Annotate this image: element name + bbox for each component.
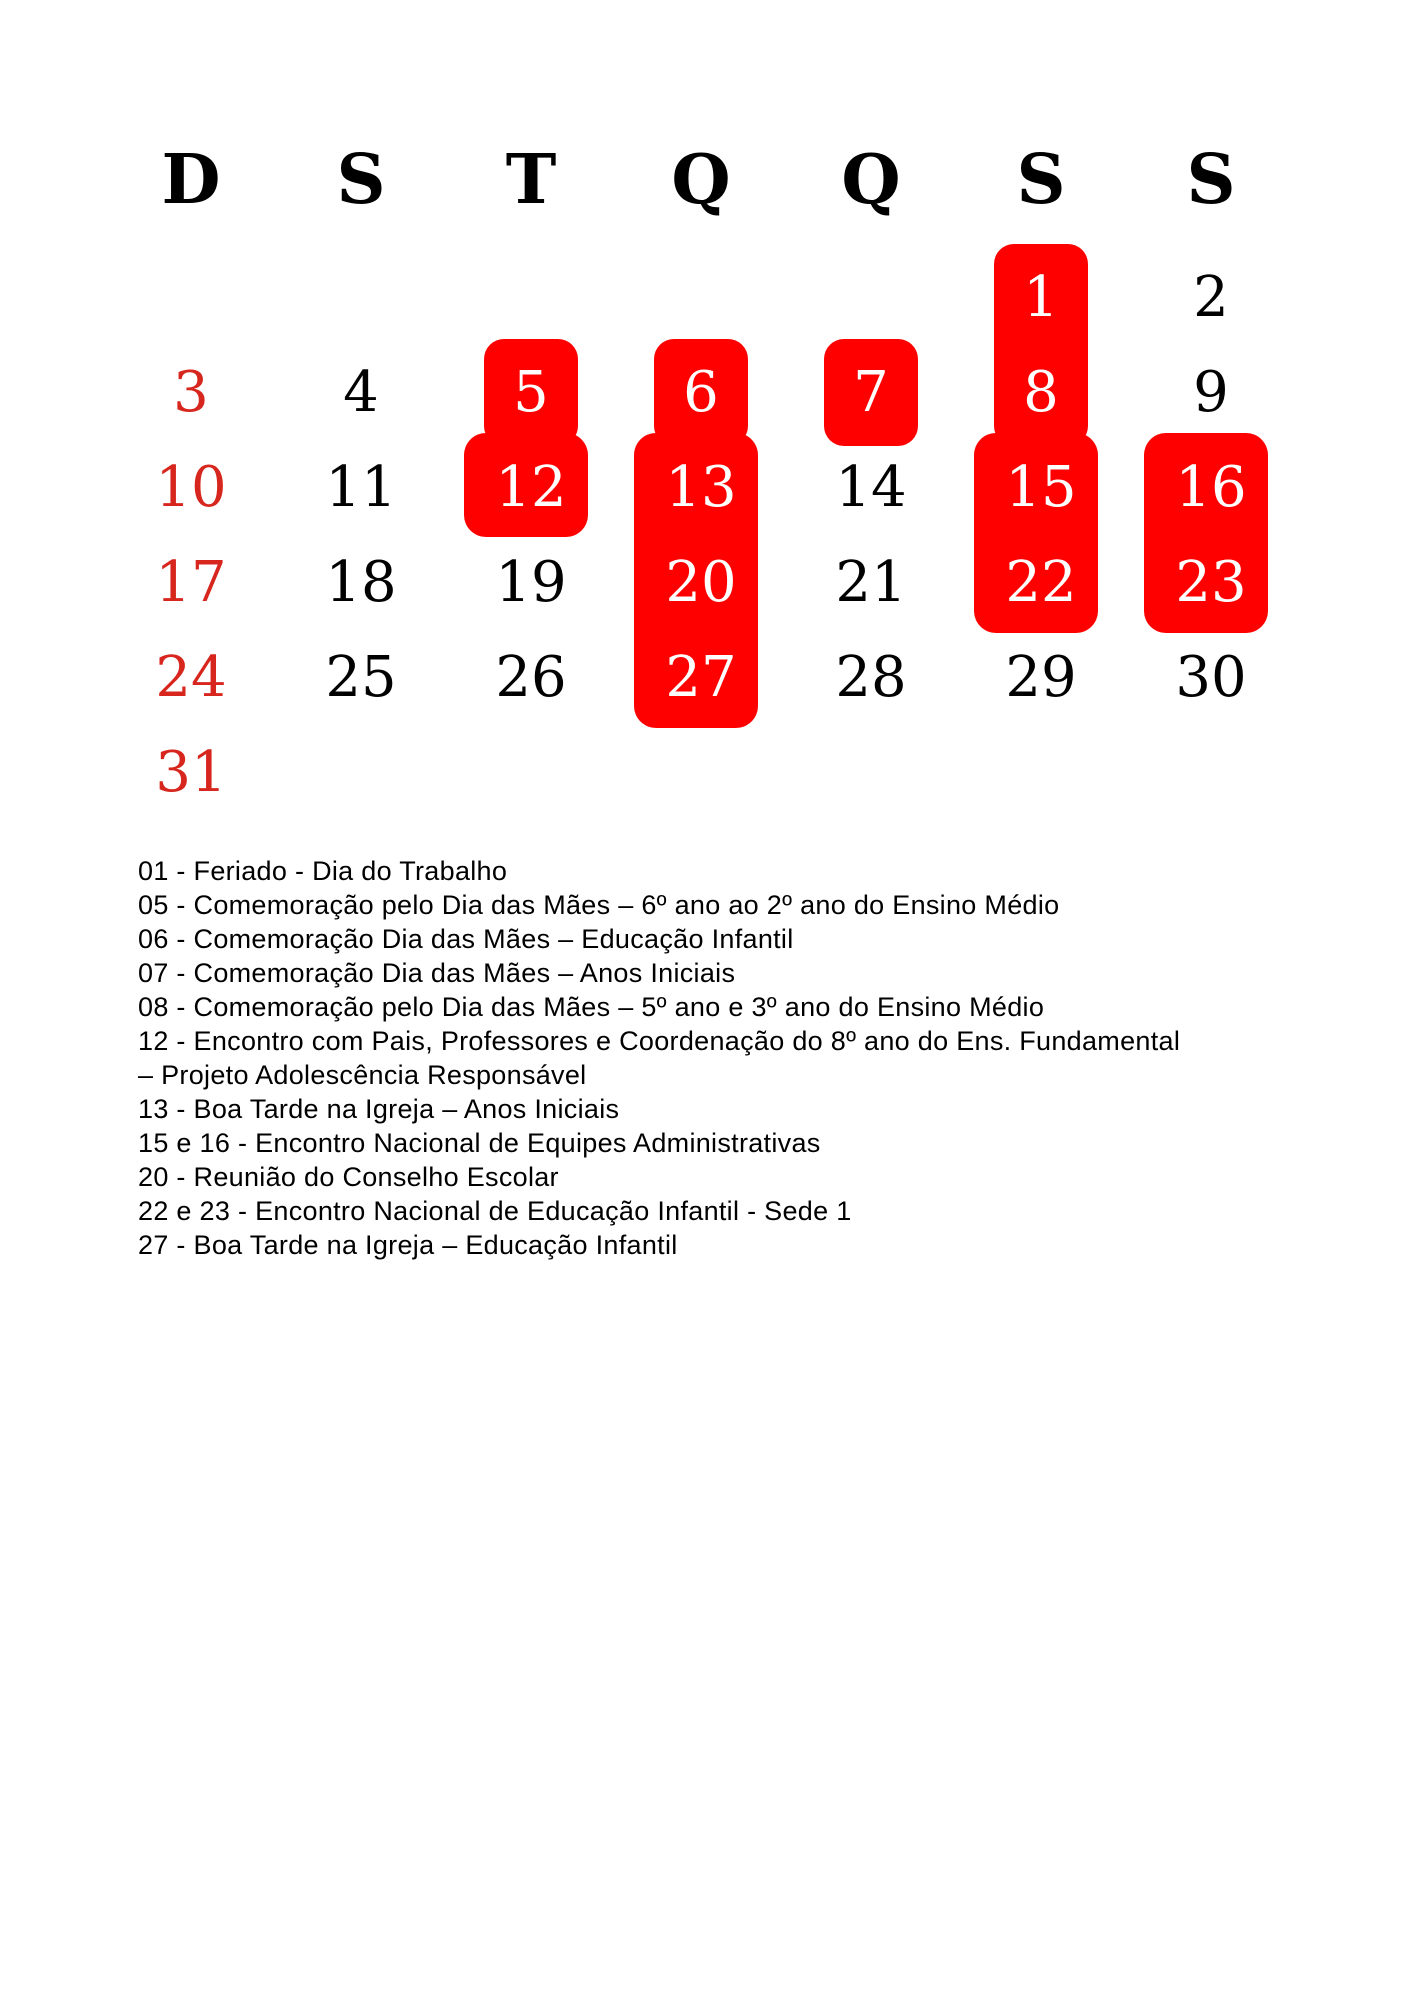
day-cell: 28 [835, 644, 907, 710]
day-cell: 3 [173, 359, 209, 425]
weekday-friday: S [1016, 140, 1066, 220]
legend-item: 08 - Comemoração pelo Dia das Mães – 5º ano e 3º ano do Ensino Médio [138, 992, 1045, 1022]
day-cell: 31 [155, 739, 227, 805]
day-cell: 20 [665, 549, 737, 615]
weekday-thursday: Q [841, 140, 901, 220]
day-cell: 11 [325, 454, 397, 520]
legend-item: 22 e 23 - Encontro Nacional de Educação Infantil - Sede 1 [138, 1196, 852, 1226]
weekday-monday: S [336, 140, 386, 220]
day-cell: 7 [853, 359, 889, 425]
day-cell: 26 [495, 644, 567, 710]
legend-item: 12 - Encontro com Pais, Professores e Coordenação do 8º ano do Ens. Fundamental [138, 1026, 1181, 1056]
legend-item: 07 - Comemoração Dia das Mães – Anos Iniciais [138, 958, 736, 988]
day-cell: 30 [1175, 644, 1247, 710]
day-cell: 23 [1175, 549, 1247, 615]
day-cell: 8 [1023, 359, 1059, 425]
day-cell: 14 [835, 454, 907, 520]
day-cell: 5 [513, 359, 549, 425]
legend-item: 06 - Comemoração Dia das Mães – Educação Infantil [138, 924, 794, 954]
weekday-tuesday: T [505, 140, 557, 220]
day-cell: 12 [495, 454, 567, 520]
day-cell: 2 [1193, 264, 1229, 330]
day-cell: 4 [343, 359, 379, 425]
legend-item: 05 - Comemoração pelo Dia das Mães – 6º ano ao 2º ano do Ensino Médio [138, 890, 1060, 920]
day-cell: 17 [155, 549, 227, 615]
day-cell: 16 [1175, 454, 1247, 520]
weekday-sunday: D [161, 140, 221, 220]
day-cell: 6 [683, 359, 719, 425]
legend-item: 13 - Boa Tarde na Igreja – Anos Iniciais [138, 1094, 620, 1124]
day-cell: 10 [155, 454, 227, 520]
day-cell: 25 [325, 644, 397, 710]
day-cell: 22 [1005, 549, 1077, 615]
legend-item: 27 - Boa Tarde na Igreja – Educação Infantil [138, 1230, 678, 1260]
legend-item: 15 e 16 - Encontro Nacional de Equipes Administrativas [138, 1128, 821, 1158]
weekday-wednesday: Q [671, 140, 731, 220]
day-cell: 15 [1005, 454, 1077, 520]
legend-item: 20 - Reunião do Conselho Escolar [138, 1162, 559, 1192]
day-cell: 21 [835, 549, 907, 615]
day-cell: 13 [665, 454, 737, 520]
day-cell: 1 [1023, 264, 1059, 330]
legend-item: – Projeto Adolescência Responsável [138, 1060, 587, 1090]
day-cell: 19 [495, 549, 567, 615]
legend-item: 01 - Feriado - Dia do Trabalho [138, 856, 508, 886]
day-cell: 24 [155, 644, 227, 710]
day-cell: 9 [1193, 359, 1229, 425]
day-cell: 29 [1005, 644, 1077, 710]
weekday-saturday: S [1186, 140, 1236, 220]
day-cell: 18 [325, 549, 397, 615]
events-legend [138, 854, 1288, 1262]
day-cell: 27 [665, 644, 737, 710]
